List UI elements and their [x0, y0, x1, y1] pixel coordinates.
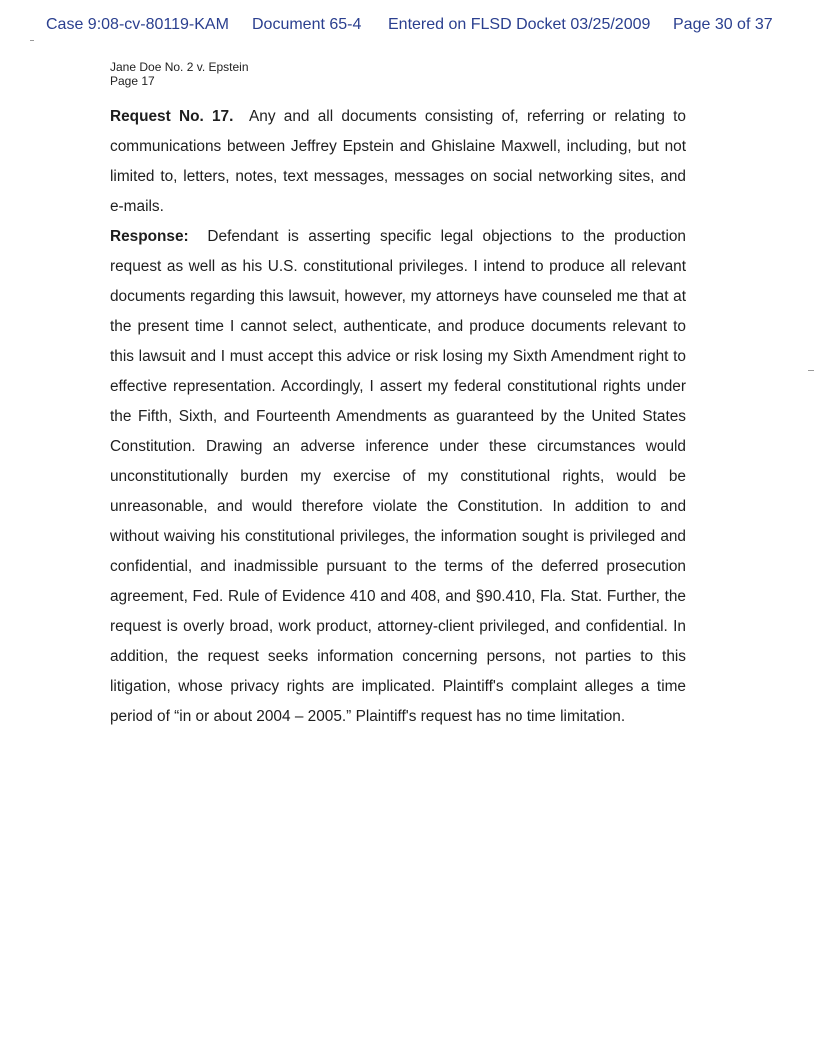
response-label: Response:: [110, 228, 189, 245]
response-text: Defendant is asserting specific legal objections to the production request as well as his U.S. constitutional privileges. I intend to produce all relevant documents regarding this lawsuit, however, my attorneys have counseled me that at the present time I cannot select, authenticate, and produce documents relevant to this lawsuit and I must accept this advice or risk losing my Sixth Amendment right to effective representation. Accordingly, I assert my federal constitutional rights under the Fifth, Sixth, and Fourteenth Amendments as guaranteed by the United States Constitution. Drawing an adverse inference under these circumstances would unconstitutionally burden my exercise of my constitutional rights, would be unreasonable, and would therefore violate the Constitution. In addition to and without waiving his constitutional privileges, the information sought is privileged and confidential, and inadmissible pursuant to the terms of the deferred prosecution agreement, Fed. Rule of Evidence 410 and 408, and §90.410, Fla. Stat. Further, the request is overly broad, work product, attorney-client privileged, and confidential. In addition, the request seeks information concerning persons, not parties to this litigation, whose privacy rights are implicated. Plaintiff's complaint alleges a time period of “in or about 2004 – 2005.” Plaintiff's request has no time limitation.: [110, 228, 686, 725]
case-number: Case 9:08-cv-80119-KAM: [46, 16, 229, 33]
response-paragraph: [110, 222, 686, 732]
page-count: Page 30 of 37: [673, 16, 773, 33]
case-caption: Jane Doe No. 2 v. Epstein: [110, 60, 249, 74]
request-paragraph: [110, 102, 686, 222]
scan-margin-mark: [808, 370, 814, 371]
document-number: Document 65-4: [252, 16, 362, 33]
docket-entry-date: Entered on FLSD Docket 03/25/2009: [388, 16, 651, 33]
document-body: [110, 102, 686, 732]
request-text: Any and all documents consisting of, referring or relating to communications between Jeffrey Epstein and Ghislaine Maxwell, including, but not limited to, letters, notes, text messages, messages on social networking sites, and e-mails.: [110, 108, 686, 215]
request-label: Request No. 17.: [110, 108, 234, 125]
scan-speck: [30, 40, 34, 41]
internal-page-number: Page 17: [110, 74, 155, 88]
running-head: [110, 60, 249, 88]
ecf-header-stamp: [0, 16, 816, 40]
